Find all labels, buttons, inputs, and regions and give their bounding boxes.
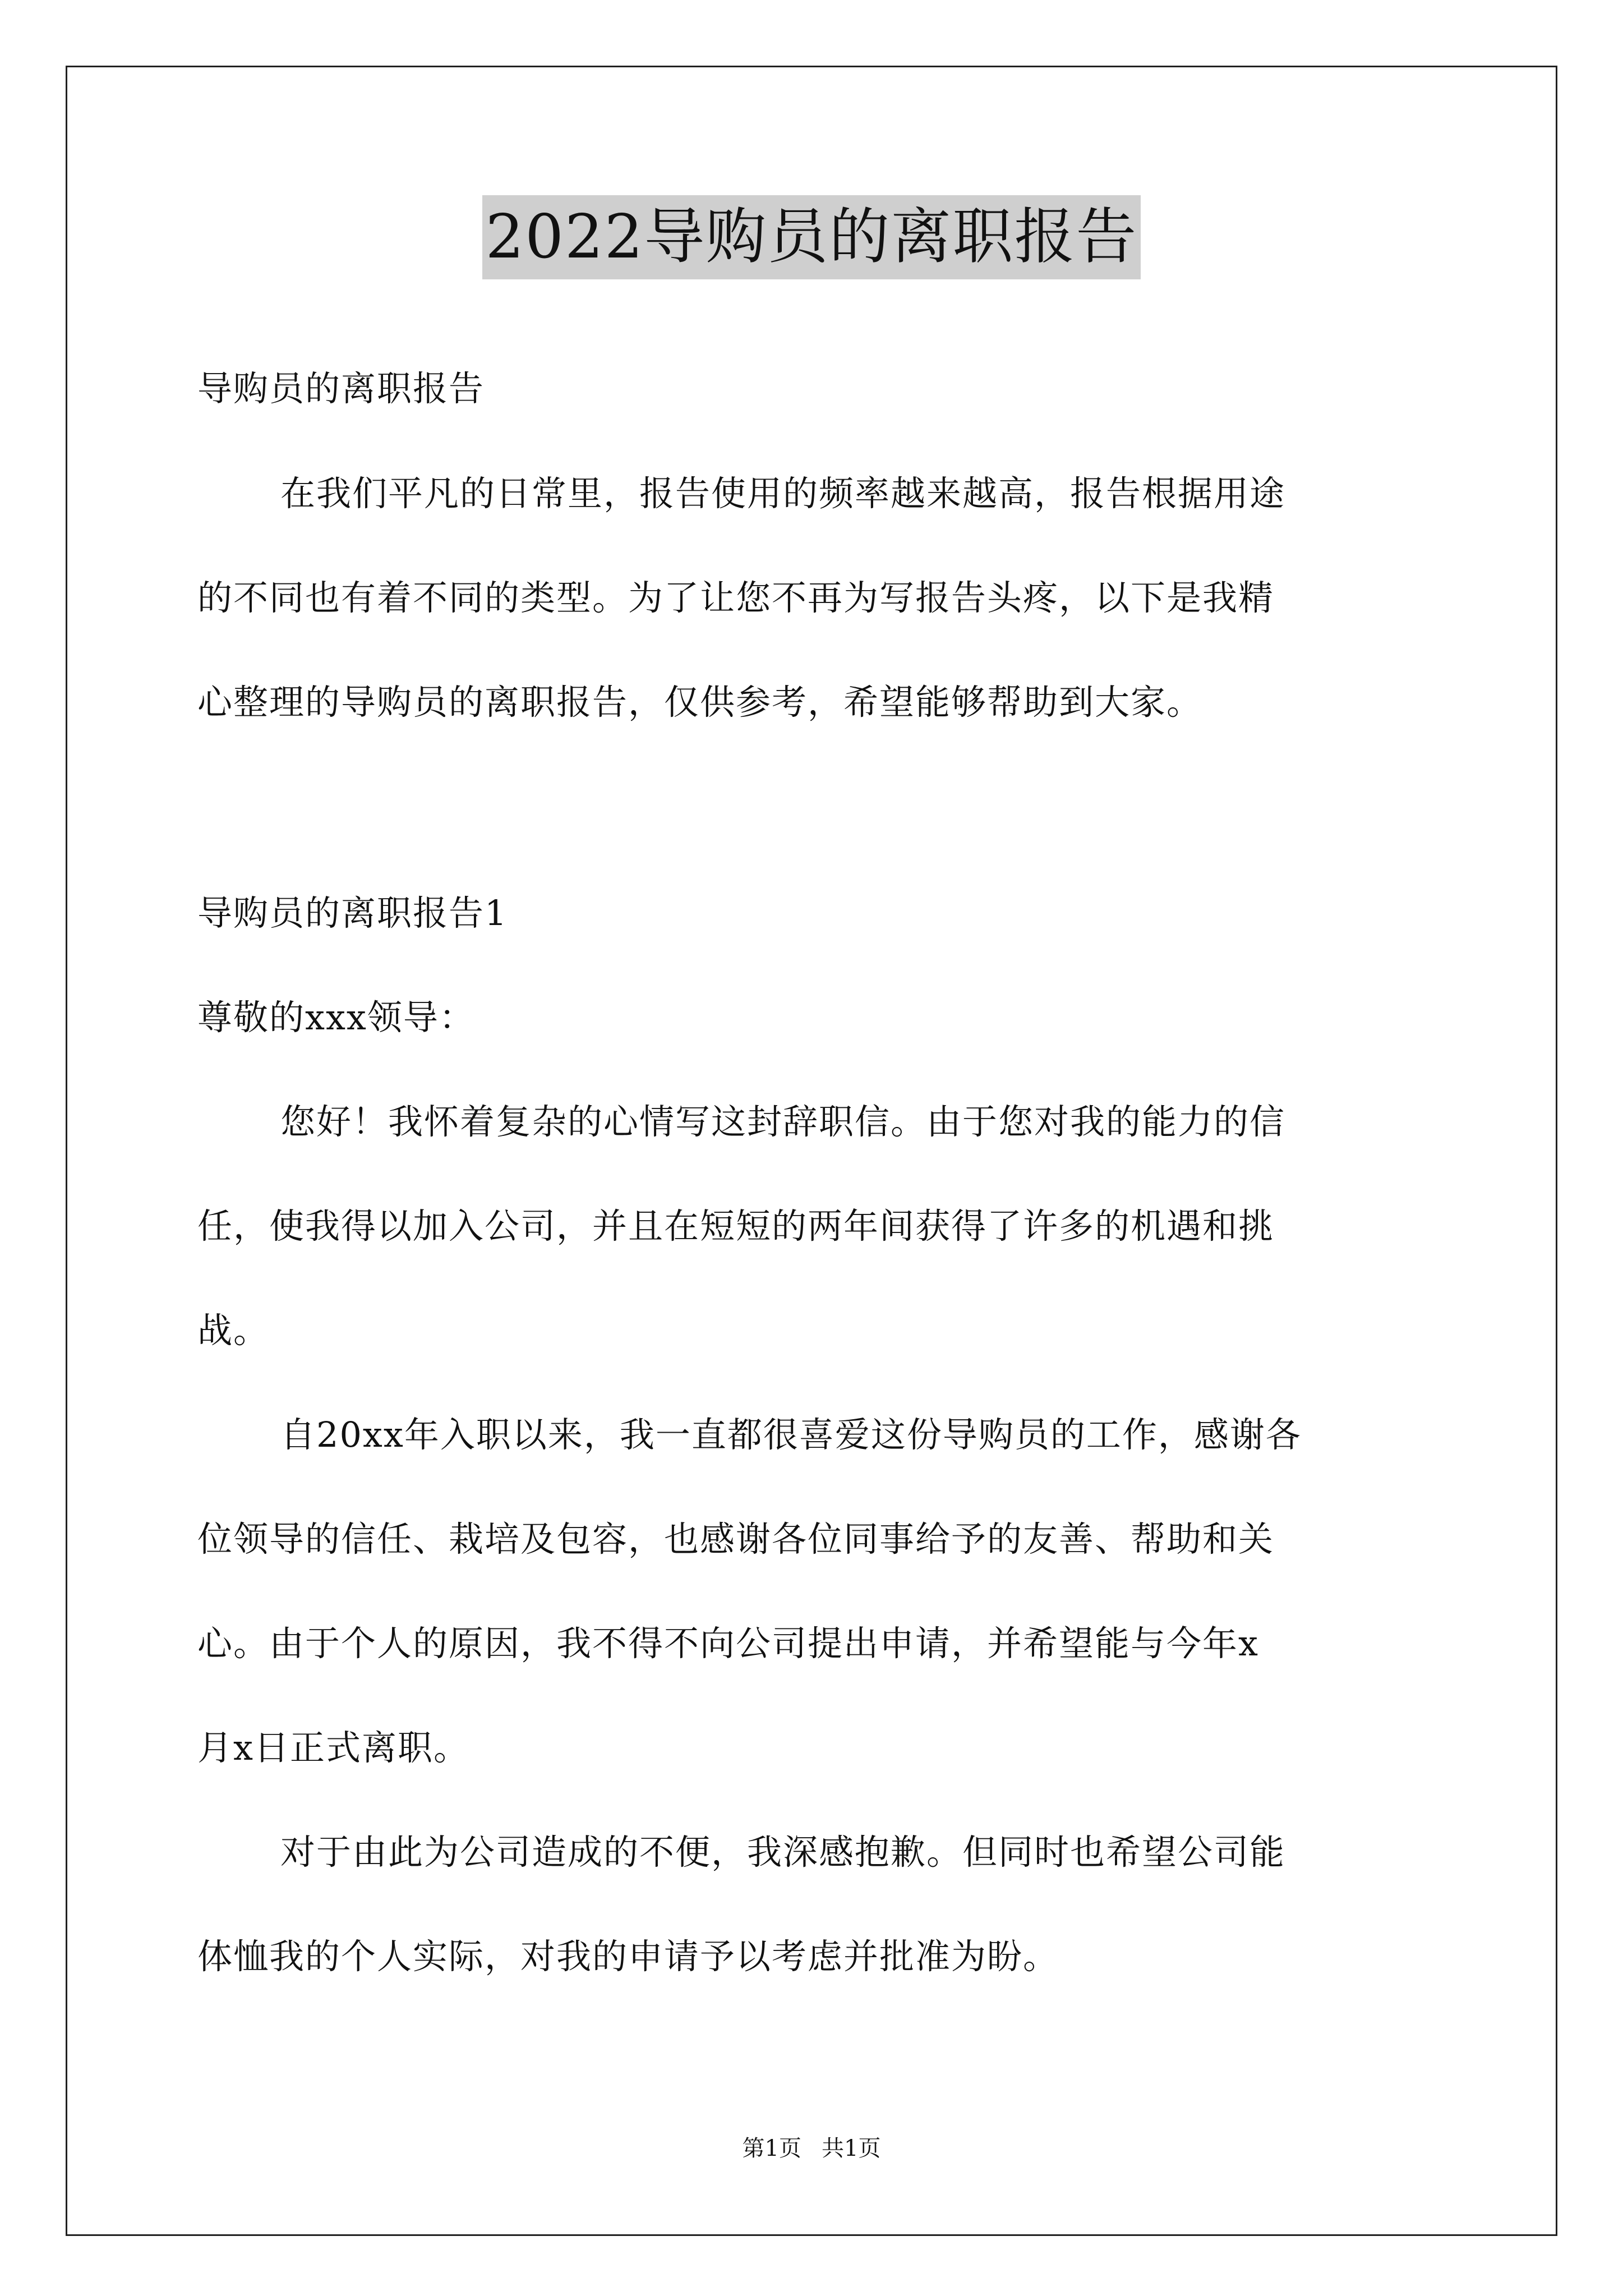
body-line: 体恤我的个人实际，对我的申请予以考虑并批准为盼。 bbox=[197, 1936, 1059, 1977]
body-line: 心。由于个人的原因，我不得不向公司提出申请，并希望能与今年x bbox=[197, 1623, 1259, 1664]
page-footer bbox=[0, 2132, 1623, 2165]
salutation: 尊敬的xxx领导： bbox=[197, 997, 475, 1038]
intro-paragraph bbox=[197, 441, 1431, 754]
body-line: 月x日正式离职。 bbox=[197, 1727, 469, 1768]
document-title: 2022导购员的离职报告 bbox=[482, 195, 1141, 279]
body-line: 位领导的信任、栽培及包容，也感谢各位同事给予的友善、帮助和关 bbox=[197, 1519, 1275, 1559]
page-total: 共1页 bbox=[822, 2136, 881, 2161]
intro-line: 的不同也有着不同的类型。为了让您不再为写报告头疼，以下是我精 bbox=[197, 577, 1275, 618]
body-line: 您好！我怀着复杂的心情写这封辞职信。由于您对我的能力的信 bbox=[280, 1101, 1286, 1142]
page-number: 第1页 bbox=[742, 2136, 801, 2161]
subtitle-block bbox=[197, 337, 1431, 441]
body-line: 对于由此为公司造成的不便，我深感抱歉。但同时也希望公司能 bbox=[280, 1832, 1286, 1872]
body-line: 战。 bbox=[197, 1310, 270, 1351]
body-line: 任，使我得以加入公司，并且在短短的两年间获得了许多的机遇和挑 bbox=[197, 1205, 1275, 1246]
body-line: 自20xx年入职以来，我一直都很喜爱这份导购员的工作，感谢各 bbox=[280, 1414, 1302, 1455]
intro-line: 心整理的导购员的离职报告，仅供参考，希望能够帮助到大家。 bbox=[197, 682, 1203, 723]
document-subtitle: 导购员的离职报告 bbox=[197, 368, 485, 409]
section-block bbox=[197, 861, 1431, 2009]
title-container bbox=[0, 195, 1623, 279]
intro-line: 在我们平凡的日常里，报告使用的频率越来越高，报告根据用途 bbox=[280, 473, 1286, 514]
section-heading: 导购员的离职报告1 bbox=[197, 892, 508, 933]
